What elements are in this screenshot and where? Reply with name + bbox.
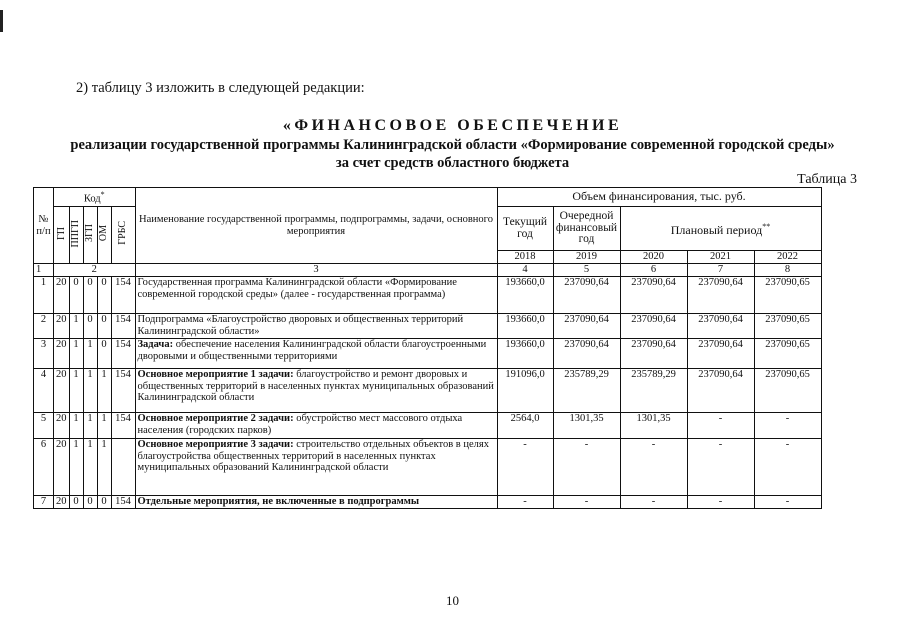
value-2021: 237090,64	[687, 314, 754, 339]
document-subtitle: реализации государственной программы Калининградской области «Формирование современной городской среды»	[70, 137, 835, 153]
row-name-bold: Основное мероприятие 1 задачи:	[137, 369, 294, 380]
column-number-8: 8	[754, 264, 821, 277]
row-name-text: Подпрограмма «Благоустройство дворовых и общественных территорий Калининградской области»	[137, 314, 464, 337]
scan-edge-mark	[0, 10, 3, 32]
code-gp: 20	[54, 413, 70, 439]
header-next-year: Очередной финансовый год	[553, 207, 620, 251]
header-zgp-label: ЗГП	[84, 224, 96, 243]
value-2021: -	[687, 413, 754, 439]
row-number: 4	[34, 369, 54, 413]
code-ppgp: 1	[69, 439, 83, 496]
header-year-2019: 2019	[553, 251, 620, 264]
financing-table	[33, 187, 822, 509]
row-number: 5	[34, 413, 54, 439]
value-2021: 237090,64	[687, 339, 754, 369]
value-2021: -	[687, 496, 754, 509]
row-name	[135, 339, 497, 369]
value-2018: 2564,0	[497, 413, 553, 439]
intro-text: 2) таблицу 3 изложить в следующей редакции:	[76, 80, 365, 96]
column-number-6: 6	[620, 264, 687, 277]
column-number-7: 7	[687, 264, 754, 277]
row-number: 3	[34, 339, 54, 369]
document-title: «ФИНАНСОВОЕ ОБЕСПЕЧЕНИЕ	[282, 117, 623, 134]
value-2020: 237090,64	[620, 277, 687, 314]
header-plan-label: Плановый период	[670, 222, 763, 237]
code-om: 0	[97, 314, 111, 339]
code-ppgp: 1	[69, 339, 83, 369]
header-year-2022: 2022	[754, 251, 821, 264]
code-zgp: 0	[83, 277, 97, 314]
value-2020: 1301,35	[620, 413, 687, 439]
row-name-bold: Основное мероприятие 3 задачи:	[137, 439, 294, 450]
row-number: 7	[34, 496, 54, 509]
code-grbs: 154	[111, 314, 135, 339]
value-2022: 237090,65	[754, 277, 821, 314]
row-name-text: благоустройство и ремонт дворовых и общественных территорий в населенных пунктах муниципальных образований Калининградской области	[137, 369, 494, 403]
value-2020: 235789,29	[620, 369, 687, 413]
table-row	[34, 496, 822, 509]
code-ppgp: 0	[69, 277, 83, 314]
value-2018: -	[497, 496, 553, 509]
header-year-2018: 2018	[497, 251, 553, 264]
value-2019: 235789,29	[553, 369, 620, 413]
code-zgp: 1	[83, 413, 97, 439]
code-gp: 20	[54, 339, 70, 369]
value-2022: -	[754, 413, 821, 439]
value-2022: 237090,65	[754, 369, 821, 413]
value-2020: 237090,64	[620, 339, 687, 369]
header-om-label: ОМ	[98, 225, 110, 242]
code-grbs: 154	[111, 496, 135, 509]
code-ppgp: 1	[69, 314, 83, 339]
row-name	[135, 413, 497, 439]
column-number-5: 5	[553, 264, 620, 277]
header-year-2021: 2021	[687, 251, 754, 264]
value-2022: 237090,65	[754, 339, 821, 369]
code-grbs: 154	[111, 413, 135, 439]
header-kod-label: Код	[83, 193, 101, 205]
code-om: 1	[97, 439, 111, 496]
row-number: 6	[34, 439, 54, 496]
header-grbs	[111, 207, 135, 264]
header-name: Наименование государственной программы, подпрограммы, задачи, основного мероприятия	[135, 188, 497, 264]
code-om: 0	[97, 496, 111, 509]
code-gp: 20	[54, 369, 70, 413]
value-2022: -	[754, 496, 821, 509]
value-2021: 237090,64	[687, 369, 754, 413]
value-2020: -	[620, 439, 687, 496]
value-2018: 191096,0	[497, 369, 553, 413]
code-grbs: 154	[111, 339, 135, 369]
value-2019: 237090,64	[553, 339, 620, 369]
table-row	[34, 314, 822, 339]
table-row	[34, 439, 822, 496]
value-2018: 193660,0	[497, 277, 553, 314]
page-number: 10	[446, 593, 459, 608]
row-name	[135, 369, 497, 413]
row-number: 2	[34, 314, 54, 339]
header-om	[97, 207, 111, 264]
header-ppgp-label: ППГП	[70, 219, 82, 247]
header-gp-label: ГП	[55, 226, 67, 240]
code-gp: 20	[54, 496, 70, 509]
value-2019: 237090,64	[553, 277, 620, 314]
row-name-text: Государственная программа Калининградской области «Формирование современной городской среды» (далее - государственная программа)	[137, 277, 457, 300]
code-gp: 20	[54, 277, 70, 314]
code-zgp: 1	[83, 439, 97, 496]
code-grbs	[111, 439, 135, 496]
code-grbs: 154	[111, 369, 135, 413]
row-name	[135, 496, 497, 509]
row-name	[135, 314, 497, 339]
value-2019: 1301,35	[553, 413, 620, 439]
code-gp: 20	[54, 314, 70, 339]
row-name	[135, 439, 497, 496]
code-zgp: 1	[83, 369, 97, 413]
header-plan-period	[620, 207, 821, 251]
table-label: Таблица 3	[797, 172, 857, 187]
value-2019: 237090,64	[553, 314, 620, 339]
code-om: 0	[97, 339, 111, 369]
value-2019: -	[553, 439, 620, 496]
value-2021: -	[687, 439, 754, 496]
code-ppgp: 0	[69, 496, 83, 509]
header-current-year: Текущий год	[497, 207, 553, 251]
column-number-3: 3	[135, 264, 497, 277]
row-number: 1	[34, 277, 54, 314]
table-row	[34, 369, 822, 413]
column-number-2: 2	[54, 264, 136, 277]
value-2018: -	[497, 439, 553, 496]
header-year-2020: 2020	[620, 251, 687, 264]
value-2018: 193660,0	[497, 314, 553, 339]
table-row	[34, 339, 822, 369]
code-gp: 20	[54, 439, 70, 496]
row-name-text: обустройство мест массового отдыха населения (городских парков)	[137, 413, 463, 436]
code-ppgp: 1	[69, 413, 83, 439]
code-om: 1	[97, 369, 111, 413]
header-kod-footnote: *	[100, 190, 105, 199]
code-om: 1	[97, 413, 111, 439]
column-number-4: 4	[497, 264, 553, 277]
row-name-bold: Отдельные мероприятия, не включенные в подпрограммы	[137, 496, 420, 507]
value-2019: -	[553, 496, 620, 509]
value-2021: 237090,64	[687, 277, 754, 314]
code-zgp: 0	[83, 314, 97, 339]
value-2020: -	[620, 496, 687, 509]
code-zgp: 1	[83, 339, 97, 369]
code-zgp: 0	[83, 496, 97, 509]
code-ppgp: 1	[69, 369, 83, 413]
row-name-bold: Основное мероприятие 2 задачи:	[137, 413, 294, 424]
table-row	[34, 413, 822, 439]
value-2022: -	[754, 439, 821, 496]
row-name-bold: Задача:	[137, 339, 174, 350]
header-plan-footnote: **	[762, 221, 771, 231]
header-kod	[54, 188, 136, 207]
value-2022: 237090,65	[754, 314, 821, 339]
code-om: 0	[97, 277, 111, 314]
header-num: № п/п	[34, 188, 54, 264]
column-number-1: 1	[34, 264, 54, 277]
header-zgp	[83, 207, 97, 264]
value-2018: 193660,0	[497, 339, 553, 369]
row-name-text: обеспечение населения Калининградской области благоустроенными дворовыми и общественными территориями	[137, 339, 487, 362]
row-name	[135, 277, 497, 314]
row-name-text: строительство отдельных объектов в целях благоустройства общественных территорий в населенных пунктах муниципальных образований Калининградской области	[137, 439, 489, 473]
header-ppgp	[69, 207, 83, 264]
table-row	[34, 277, 822, 314]
header-volume: Объем финансирования, тыс. руб.	[497, 188, 821, 207]
document-subtitle-2: за счет средств областного бюджета	[335, 155, 570, 171]
header-gp	[54, 207, 70, 264]
value-2020: 237090,64	[620, 314, 687, 339]
code-grbs: 154	[111, 277, 135, 314]
header-grbs-label: ГРБС	[117, 221, 129, 246]
